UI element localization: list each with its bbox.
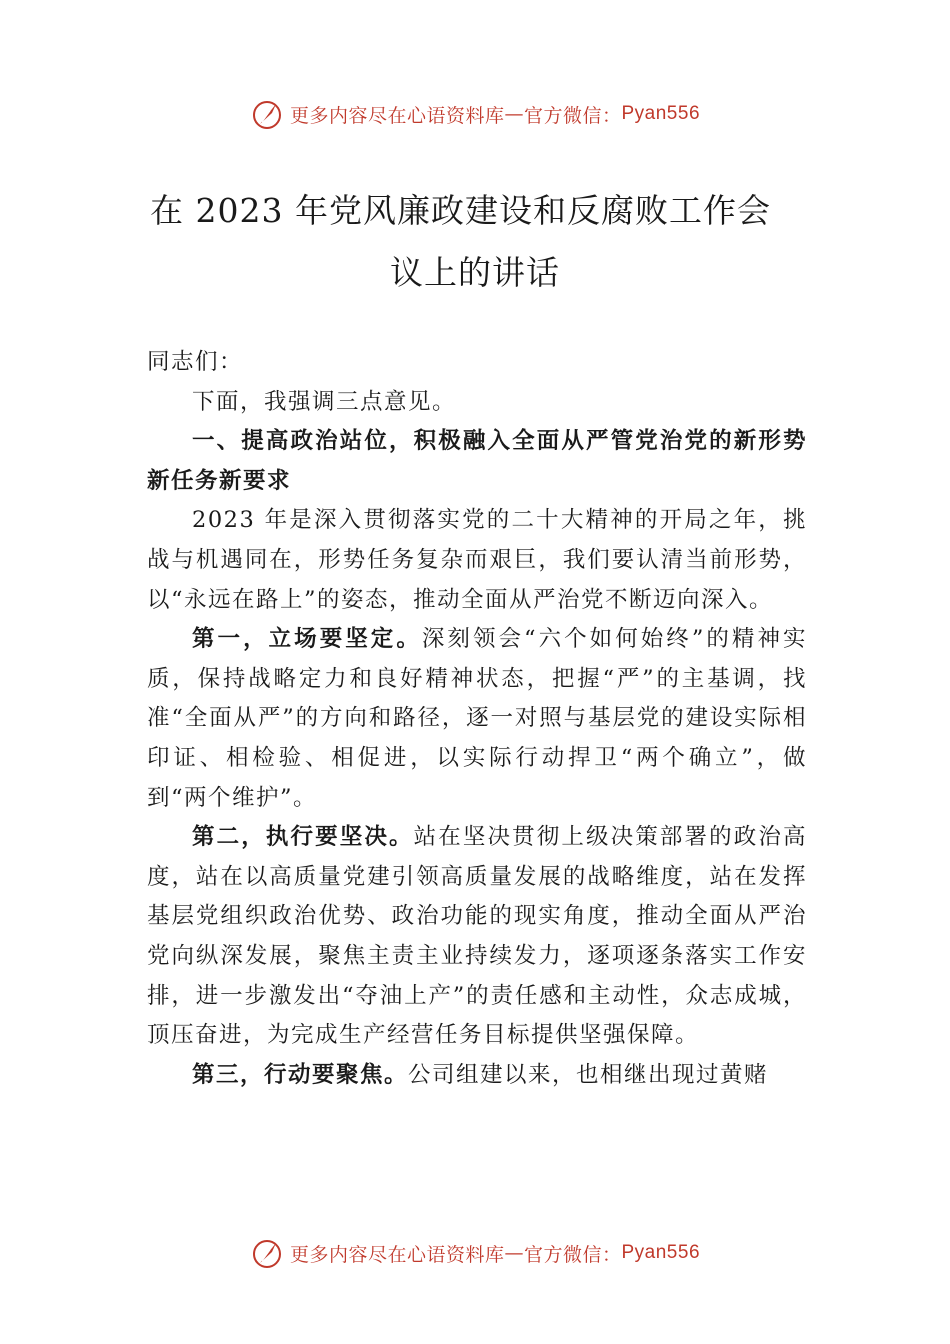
document-body [147, 343, 807, 1095]
watermark-dash: — [504, 1242, 524, 1264]
watermark-dash: — [504, 103, 524, 125]
watermark-banner-bottom [0, 1231, 950, 1275]
watermark-account: Pyan556 [621, 103, 701, 124]
title-line-1: 在 2023 年党风廉政建设和反腐败工作会 [150, 191, 771, 230]
point-body: 公司组建以来，也相继出现过黄赌 [408, 1061, 769, 1088]
point-body: 深刻领会“六个如何始终”的精神实质，保持战略定力和良好精神状态，把握“严”的主基调，找准“全面从严”的方向和路径，逐一对照与基层党的建设实际相印证、相检验、相促进，以实际行动捍卫“两个确立”，做到“两个维护”。 [147, 626, 807, 811]
quill-logo-icon [250, 97, 284, 131]
salutation: 同志们： [147, 349, 244, 375]
section-heading: 一、提高政治站位，积极融入全面从严管党治党的新形势新任务新要求 [147, 428, 807, 494]
watermark-wechat-label: 官方微信： [523, 1243, 622, 1266]
watermark-wechat-label: 官方微信： [523, 104, 622, 127]
watermark-account: Pyan556 [621, 1242, 701, 1263]
point-lead: 第一，立场要坚定。 [192, 626, 422, 653]
point-lead: 第三，行动要聚焦。 [192, 1061, 409, 1088]
point-body: 站在坚决贯彻上级决策部署的政治高度，站在以高质量党建引领高质量发展的战略维度，站在发挥基层党组织政治优势、政治功能的现实角度，推动全面从严治党向纵深发展，聚焦主责主业持续发力，逐项逐条落实工作安排，进一步激发出“夺油上产”的责任感和主动性，众志成城，顶压奋进，为完成生产经营任务目标提供坚强保障。 [147, 824, 807, 1049]
quill-logo-icon [250, 1236, 284, 1270]
title-line-2: 议上的讲话 [390, 253, 560, 292]
watermark-banner-top [0, 92, 950, 136]
watermark-text: 更多内容尽在心语资料库 [289, 1243, 505, 1266]
point-paragraph [147, 818, 807, 1056]
paragraph: 2023 年是深入贯彻落实党的二十大精神的开局之年，挑战与机遇同在，形势任务复杂而艰巨，我们要认清当前形势，以“永远在路上”的姿态，推动全面从严治党不断迈向深入。 [147, 507, 807, 613]
point-paragraph [147, 1056, 807, 1096]
point-paragraph [147, 620, 807, 818]
intro-paragraph: 下面，我强调三点意见。 [192, 388, 457, 415]
point-lead: 第二，执行要坚决。 [192, 824, 414, 851]
watermark-text: 更多内容尽在心语资料库 [289, 104, 505, 127]
document-title [130, 180, 820, 304]
